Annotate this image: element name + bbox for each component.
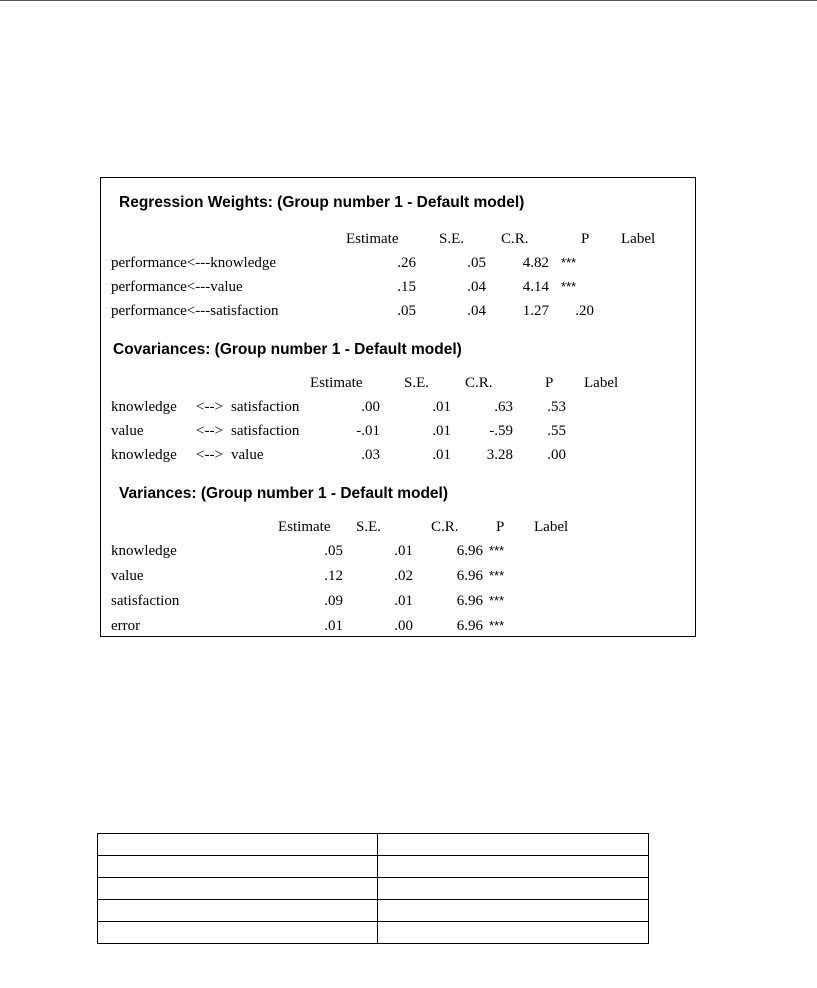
covariance-left-var: knowledge <box>111 447 177 463</box>
covariance-right-var: satisfaction <box>231 399 300 415</box>
estimate-cell: .05 <box>324 543 343 559</box>
estimate-cell: .05 <box>397 303 416 319</box>
table-row <box>98 900 649 922</box>
cr-cell: 6.96 <box>456 618 483 634</box>
covariance-right-var: satisfaction <box>231 423 300 439</box>
header-estimate: Estimate <box>346 231 399 247</box>
empty-table <box>97 833 649 944</box>
cr-cell: 1.27 <box>522 303 549 319</box>
cr-cell: 4.82 <box>522 255 549 271</box>
variable-cell: error <box>111 618 141 634</box>
table-row <box>98 922 649 944</box>
table-cell <box>98 922 378 944</box>
cr-cell: 4.14 <box>522 279 549 295</box>
se-cell: .04 <box>467 279 486 295</box>
se-cell: .01 <box>394 543 413 559</box>
se-cell: .01 <box>394 593 413 609</box>
table-cell <box>378 856 649 878</box>
se-cell: .01 <box>432 423 451 439</box>
p-cell: *** <box>561 279 577 294</box>
header-label: Label <box>584 375 619 391</box>
header-p: P <box>581 231 590 247</box>
table-cell <box>98 878 378 900</box>
header-p: P <box>496 519 505 535</box>
p-cell: *** <box>489 618 505 633</box>
path-cell: performance<---satisfaction <box>111 303 279 319</box>
estimate-cell: .15 <box>397 279 416 295</box>
header-label: Label <box>534 519 569 535</box>
p-cell: *** <box>489 568 505 583</box>
variable-cell: satisfaction <box>111 593 180 609</box>
variable-cell: knowledge <box>111 543 177 559</box>
path-cell: performance<---value <box>111 279 243 295</box>
se-cell: .02 <box>394 568 413 584</box>
p-cell: .53 <box>547 399 566 415</box>
covariance-arrow: <--> <box>196 423 223 439</box>
covariance-left-var: value <box>111 423 144 439</box>
cr-cell: 3.28 <box>486 447 513 463</box>
table-cell <box>98 856 378 878</box>
header-se: S.E. <box>356 519 382 535</box>
se-cell: .04 <box>467 303 486 319</box>
cr-cell: 6.96 <box>456 543 483 559</box>
variances-title: Variances: (Group number 1 - Default model) <box>119 485 449 502</box>
covariance-arrow: <--> <box>196 447 223 463</box>
covariances-title: Covariances: (Group number 1 - Default model) <box>113 341 462 358</box>
cr-cell: -.59 <box>489 423 513 439</box>
table-cell <box>378 900 649 922</box>
cr-cell: 6.96 <box>456 593 483 609</box>
se-cell: .05 <box>467 255 486 271</box>
variable-cell: value <box>111 568 144 584</box>
estimate-cell: .00 <box>361 399 380 415</box>
se-cell: .01 <box>432 399 451 415</box>
table-row <box>98 834 649 856</box>
header-cr: C.R. <box>501 231 529 247</box>
header-p: P <box>545 375 554 391</box>
header-se: S.E. <box>439 231 465 247</box>
p-cell: *** <box>489 593 505 608</box>
cr-cell: 6.96 <box>456 568 483 584</box>
header-label: Label <box>621 231 656 247</box>
estimate-cell: .03 <box>361 447 380 463</box>
estimate-cell: .01 <box>324 618 343 634</box>
table-cell <box>378 922 649 944</box>
table-row <box>98 856 649 878</box>
covariance-left-var: knowledge <box>111 399 177 415</box>
table-row <box>98 878 649 900</box>
table-cell <box>98 900 378 922</box>
table-cell <box>98 834 378 856</box>
table-cell <box>378 834 649 856</box>
page-top-rule <box>0 0 817 1</box>
p-cell: .00 <box>547 447 566 463</box>
estimate-cell: -.01 <box>356 423 380 439</box>
header-se: S.E. <box>404 375 430 391</box>
p-cell: *** <box>561 255 577 270</box>
p-cell: .20 <box>575 303 594 319</box>
covariance-right-var: value <box>231 447 264 463</box>
p-cell: .55 <box>547 423 566 439</box>
estimate-cell: .26 <box>397 255 416 271</box>
table-cell <box>378 878 649 900</box>
regression-title: Regression Weights: (Group number 1 - Default model) <box>119 194 525 211</box>
path-cell: performance<---knowledge <box>111 255 277 271</box>
estimate-cell: .12 <box>324 568 343 584</box>
covariance-arrow: <--> <box>196 399 223 415</box>
estimate-cell: .09 <box>324 593 343 609</box>
amos-output-figure <box>100 177 696 637</box>
header-estimate: Estimate <box>310 375 363 391</box>
cr-cell: .63 <box>494 399 513 415</box>
header-cr: C.R. <box>465 375 493 391</box>
se-cell: .01 <box>432 447 451 463</box>
header-cr: C.R. <box>431 519 459 535</box>
header-estimate: Estimate <box>278 519 331 535</box>
p-cell: *** <box>489 543 505 558</box>
se-cell: .00 <box>394 618 413 634</box>
